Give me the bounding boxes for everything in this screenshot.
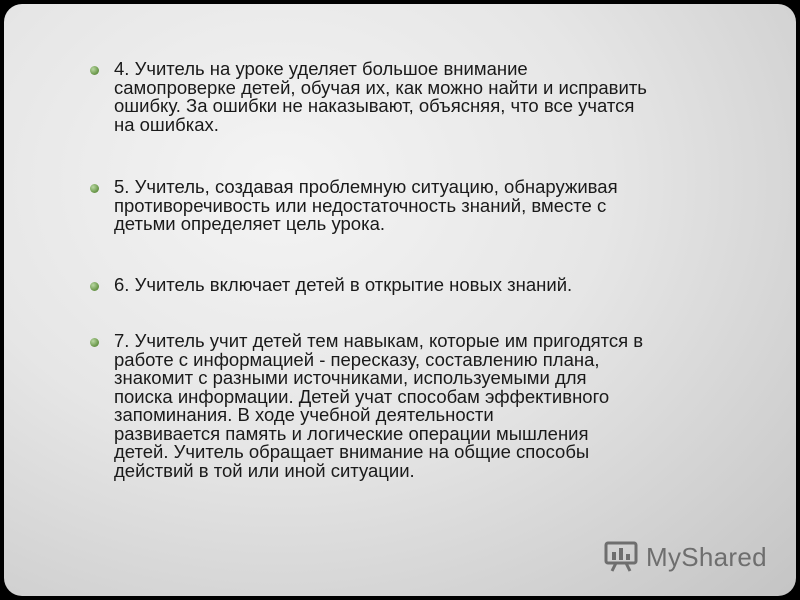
myshared-logo[interactable]: [604, 536, 784, 576]
item-line: работе с информацией - пересказу, составлению плана,: [114, 348, 600, 370]
logo-text: MyShared: [646, 542, 767, 572]
presentation-board-icon: [604, 540, 640, 572]
item-line: действий в той или иной ситуации.: [114, 459, 415, 481]
item-line: запоминания. В ходе учебной деятельности: [114, 404, 494, 425]
bullet-item-6: [114, 276, 774, 295]
item-line: самопроверке детей, обучая их, как можно найти и исправить: [114, 76, 647, 98]
item-line: детей. Учитель обращает внимание на общие способы: [114, 441, 590, 462]
bullet-icon: [90, 66, 99, 75]
item-line: знакомит с разными источниками, используемыми для: [114, 367, 587, 388]
item-line: ошибку. За ошибки не наказывают, объясняя, что все учатся: [114, 95, 635, 116]
item-line: 5. Учитель, создавая проблемную ситуацию, обнаруживая: [114, 176, 618, 197]
item-line: 7. Учитель учит детей тем навыкам, которые им пригодятся в: [114, 330, 644, 351]
item-line: 4. Учитель на уроке уделяет большое внимание: [114, 58, 528, 79]
slide-content: [4, 4, 796, 596]
bullet-item-5: [114, 178, 774, 234]
bullet-icon: [90, 282, 99, 291]
item-line: детьми определяет цель урока.: [114, 213, 386, 234]
item-line: противоречивость или недостаточность знаний, вместе с: [114, 194, 607, 216]
item-line: развивается память и логические операции мышления: [114, 422, 589, 444]
bullet-icon: [90, 184, 99, 193]
item-line: 6. Учитель включает детей в открытие новых знаний.: [114, 274, 573, 295]
slide: [4, 4, 796, 596]
item-line: поиска информации. Детей учат способам эффективного: [114, 385, 610, 407]
bullet-item-4: [114, 60, 774, 134]
bullet-item-7: [114, 332, 774, 480]
bullet-icon: [90, 338, 99, 347]
item-line: на ошибках.: [114, 113, 219, 135]
